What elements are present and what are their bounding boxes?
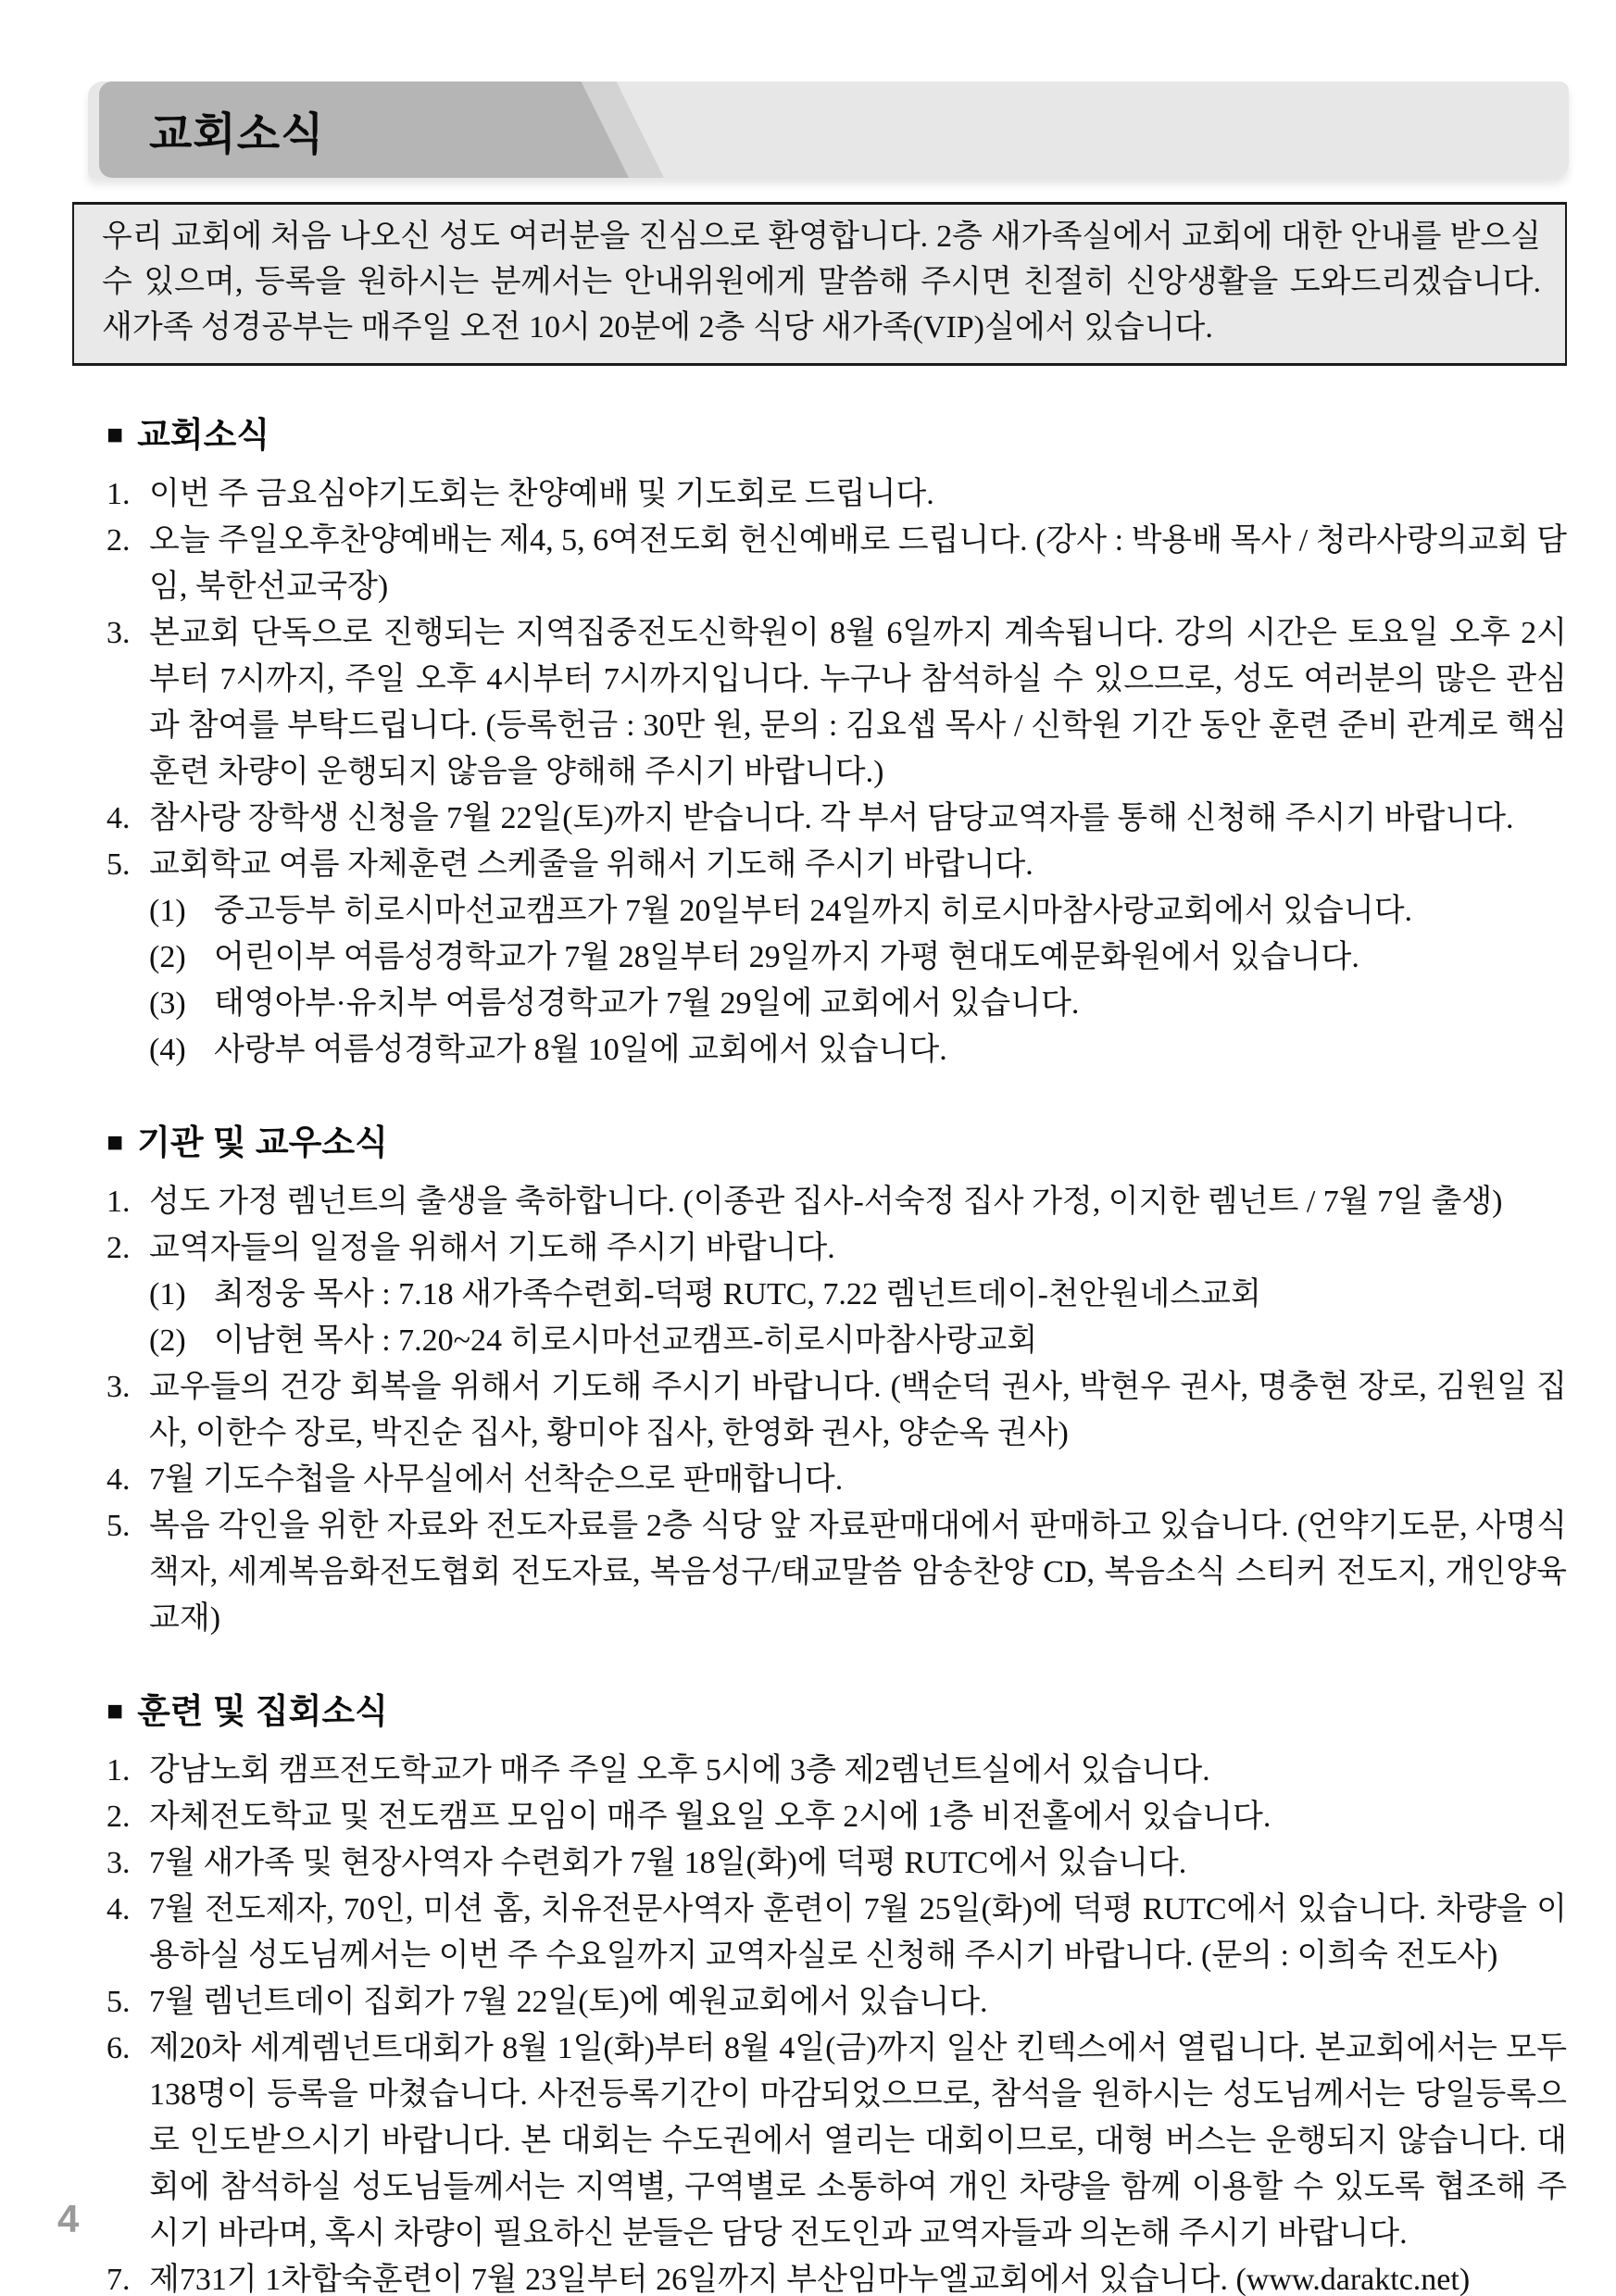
item-number: 1. [106, 1185, 131, 1219]
news-subitem [149, 981, 1567, 1027]
news-item [106, 1179, 1567, 1225]
welcome-box [72, 202, 1567, 366]
item-text: 7월 전도제자, 70인, 미션 홈, 치유전문사역자 훈련이 7월 25일(화)에 덕평 RUTC에서 있습니다. 차량을 이용하실 성도님께서는 이번 주 수요일까지 교역자실로 신청해 주시기 바랍니다. (문의 : 이희숙 전도사) [149, 1892, 1567, 1973]
item-number: 1. [106, 477, 131, 511]
square-bullet-icon: ■ [106, 1127, 124, 1158]
news-subitem [149, 1272, 1567, 1318]
item-text: 제731기 1차합숙훈련이 7월 23일부터 26일까지 부산임마누엘교회에서 있습니다. (www.daraktc.net) [149, 2263, 1471, 2296]
item-number: (2) [149, 940, 186, 974]
item-number: (1) [149, 1277, 186, 1311]
item-text: 오늘 주일오후찬양예배는 제4, 5, 6여전도회 헌신예배로 드립니다. (강사 : 박용배 목사 / 청라사랑의교회 담임, 북한선교국장) [149, 523, 1567, 604]
section-title: 교회소식 [137, 416, 270, 454]
item-text: 자체전도학교 및 전도캠프 모임이 매주 월요일 오후 2시에 1층 비전홀에서 있습니다. [149, 1800, 1272, 1834]
item-text: 교우들의 건강 회복을 위해서 기도해 주시기 바랍니다. (백순덕 권사, 박현우 권사, 명충현 장로, 김원일 집사, 이한수 장로, 박진순 집사, 황미야 집사, 한영화 권사, 양순옥 권사) [149, 1370, 1567, 1450]
news-item [106, 1887, 1567, 1979]
item-number: 2. [106, 523, 131, 558]
item-number: 5. [106, 847, 131, 882]
news-item [106, 2257, 1567, 2296]
section-title: 훈련 및 집회소식 [137, 1692, 388, 1730]
item-text: 본교회 단독으로 진행되는 지역집중전도신학원이 8월 6일까지 계속됩니다. 강의 시간은 토요일 오후 2시부터 7시까지, 주일 오후 4시부터 7시까지입니다. 누구나 참석하실 수 있으므로, 성도 여러분의 많은 관심과 참여를 부탁드립니다. (등록헌금 : 30만 원, 문의 : 김요셉 목사 / 신학원 기간 동안 훈련 준비 관계로 핵심훈련 차량이 운행되지 않음을 양해해 주시기 바랍니다.) [149, 616, 1567, 789]
item-text: 복음 각인을 위한 자료와 전도자료를 2층 식당 앞 자료판매대에서 판매하고 있습니다. (언약기도문, 사명식 책자, 세계복음화전도협회 전도자료, 복음성구/태교말씀 암송찬양 CD, 복음소식 스티커 전도지, 개인양육교재) [149, 1509, 1567, 1636]
item-text: 최정웅 목사 : 7.18 새가족수련회-덕평 RUTC, 7.22 렘넌트데이-천안원네스교회 [214, 1277, 1261, 1311]
section-church-news [106, 412, 1567, 1073]
header-banner [88, 82, 1569, 178]
item-text: 어린이부 여름성경학교가 7월 28일부터 29일까지 가평 현대도예문화원에서 있습니다. [214, 940, 1359, 974]
item-number: 1. [106, 1753, 131, 1788]
bulletin-content [102, 82, 1567, 2296]
news-item [106, 1503, 1567, 1642]
banner-tab [99, 82, 629, 178]
item-number: 5. [106, 1509, 131, 1543]
news-item [106, 518, 1567, 610]
section-heading [106, 1120, 1567, 1166]
item-number: 4. [106, 1462, 131, 1497]
section-training-news [106, 1688, 1567, 2296]
news-item [106, 1225, 1567, 1272]
item-number: 3. [106, 1370, 131, 1404]
news-item [106, 842, 1567, 888]
item-text: 사랑부 여름성경학교가 8월 10일에 교회에서 있습니다. [214, 1033, 947, 1067]
item-text: 7월 새가족 및 현장사역자 수련회가 7월 18일(화)에 덕평 RUTC에서 있습니다. [149, 1846, 1187, 1880]
item-text: 이남현 목사 : 7.20~24 히로시마선교캠프-히로시마참사랑교회 [214, 1324, 1038, 1358]
news-item [106, 2026, 1567, 2257]
news-item [106, 1840, 1567, 1887]
item-text: 7월 기도수첩을 사무실에서 선착순으로 판매합니다. [149, 1462, 844, 1497]
section-title: 기관 및 교우소식 [137, 1123, 388, 1161]
item-text: 강남노회 캠프전도학교가 매주 주일 오후 5시에 3층 제2렘넌트실에서 있습니다. [149, 1753, 1210, 1788]
item-text: 성도 가정 렘넌트의 출생을 축하합니다. (이종관 집사-서숙정 집사 가정, 이지한 렘넌트 / 7월 7일 출생) [149, 1185, 1503, 1219]
page-number: 4 [57, 2197, 80, 2240]
item-number: (2) [149, 1324, 186, 1358]
square-bullet-icon: ■ [106, 420, 124, 450]
news-subitem [149, 935, 1567, 981]
item-number: 4. [106, 1892, 131, 1926]
item-number: 5. [106, 1985, 131, 2019]
section-heading [106, 1688, 1567, 1735]
item-text: 교역자들의 일정을 위해서 기도해 주시기 바랍니다. [149, 1231, 835, 1265]
item-number: 6. [106, 2031, 131, 2065]
banner-title: 교회소식 [149, 109, 325, 159]
news-item [106, 1794, 1567, 1840]
item-number: 2. [106, 1800, 131, 1834]
welcome-text: 우리 교회에 처음 나오신 성도 여러분을 진심으로 환영합니다. 2층 새가족실에서 교회에 대한 안내를 받으실 수 있으며, 등록을 원하시는 분께서는 안내위원에게 말씀해 주시면 친절히 신앙생활을 도와드리겠습니다. 새가족 성경공부는 매주일 오전 10시 20분에 2층 식당 새가족(VIP)실에서 있습니다. [102, 220, 1541, 345]
item-number: 2. [106, 1231, 131, 1265]
item-text: 제20차 세계렘넌트대회가 8월 1일(화)부터 8월 4일(금)까지 일산 킨텍스에서 열립니다. 본교회에서는 모두 138명이 등록을 마쳤습니다. 사전등록기간이 마감되었으므로, 참석을 원하시는 성도님께서는 당일등록으로 인도받으시기 바랍니다. 본 대회는 수도권에서 열리는 대회이므로, 대형 버스는 운행되지 않습니다. 대회에 참석하실 성도님들께서는 지역별, 구역별로 소통하여 개인 차량을 함께 이용할 수 있도록 협조해 주시기 바라며, 혹시 차량이 필요하신 분들은 담당 전도인과 교역자들과 의논해 주시기 바랍니다. [149, 2031, 1567, 2251]
section-organization-news [106, 1120, 1567, 1642]
item-number: (4) [149, 1033, 186, 1067]
news-item [106, 1457, 1567, 1503]
item-text: 교회학교 여름 자체훈련 스케줄을 위해서 기도해 주시기 바랍니다. [149, 847, 1033, 882]
news-item [106, 1748, 1567, 1794]
square-bullet-icon: ■ [106, 1696, 124, 1726]
news-item [106, 471, 1567, 518]
item-number: 3. [106, 1846, 131, 1880]
item-number: (3) [149, 986, 186, 1021]
item-number: (1) [149, 894, 186, 928]
item-number: 7. [106, 2263, 131, 2296]
news-item [106, 796, 1567, 842]
item-text: 참사랑 장학생 신청을 7월 22일(토)까지 받습니다. 각 부서 담당교역자를 통해 신청해 주시기 바랍니다. [149, 801, 1514, 835]
news-item [106, 610, 1567, 796]
item-number: 4. [106, 801, 131, 835]
item-text: 이번 주 금요심야기도회는 찬양예배 및 기도회로 드립니다. [149, 477, 934, 511]
news-item [106, 1364, 1567, 1457]
item-text: 태영아부·유치부 여름성경학교가 7월 29일에 교회에서 있습니다. [214, 986, 1080, 1021]
section-heading [106, 412, 1567, 458]
item-text: 7월 렘넌트데이 집회가 7월 22일(토)에 예원교회에서 있습니다. [149, 1985, 988, 2019]
item-text: 중고등부 히로시마선교캠프가 7월 20일부터 24일까지 히로시마참사랑교회에서 있습니다. [214, 894, 1413, 928]
item-number: 3. [106, 616, 131, 650]
news-subitem [149, 888, 1567, 935]
news-subitem [149, 1027, 1567, 1073]
news-subitem [149, 1318, 1567, 1364]
news-item [106, 1979, 1567, 2026]
